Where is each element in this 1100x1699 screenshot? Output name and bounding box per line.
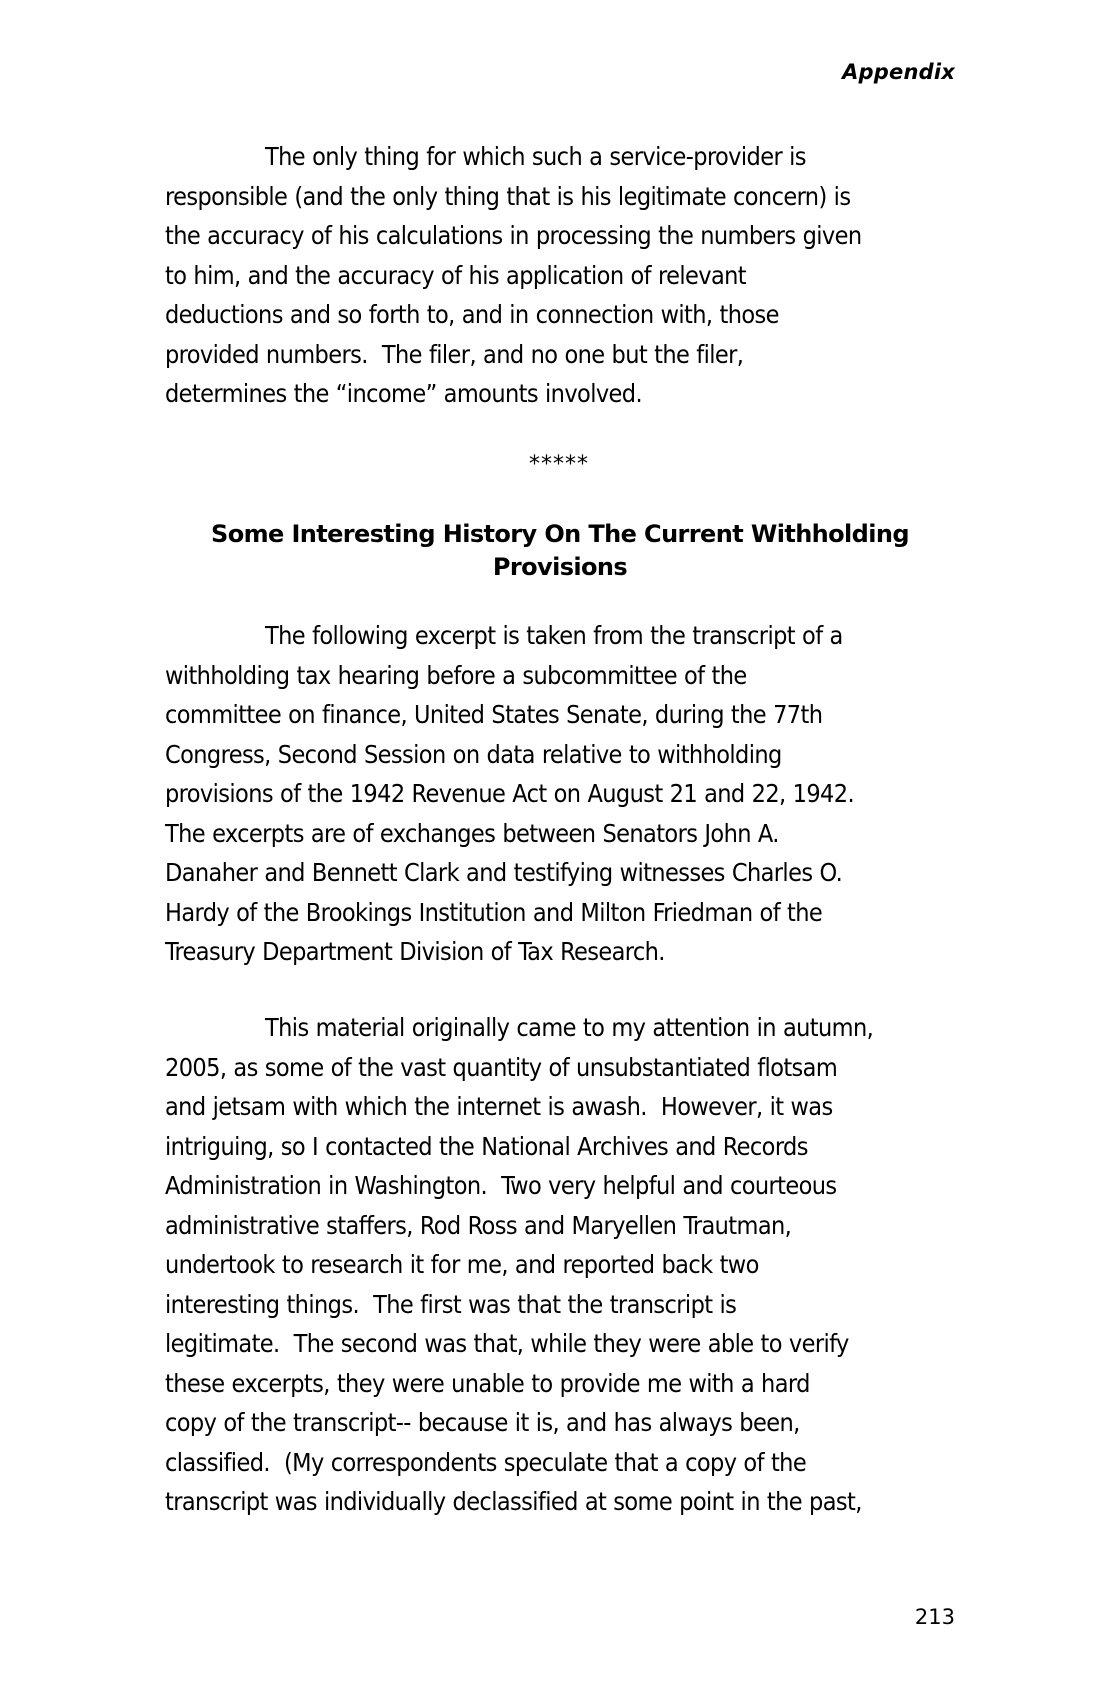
running-head: Appendix: [842, 60, 955, 84]
paragraph-line: Administration in Washington. Two very helpful and courteous: [165, 1171, 837, 1200]
paragraph-line: Hardy of the Brookings Institution and Milton Friedman of the: [165, 897, 823, 927]
section-heading: [165, 518, 955, 584]
paragraph-line: administrative staffers, Rod Ross and Maryellen Trautman,: [165, 1210, 792, 1240]
paragraph-line: and jetsam with which the internet is awash. However, it was: [165, 1092, 833, 1121]
paragraph-line: The excerpts are of exchanges between Senators John A.: [165, 818, 779, 848]
paragraph-line: undertook to research it for me, and reported back two: [165, 1250, 759, 1279]
paragraph-line: these excerpts, they were unable to provide me with a hard: [165, 1368, 810, 1398]
paragraph-line: interesting things. The first was that the transcript is: [165, 1289, 737, 1319]
paragraph-line: provided numbers. The filer, and no one but the filer,: [165, 339, 744, 369]
paragraph-line: classified. (My correspondents speculate that a copy of the: [165, 1447, 807, 1477]
paragraph-line: This material originally came to my attention in autumn,: [265, 1013, 874, 1042]
paragraph-service-provider: [165, 137, 965, 414]
paragraph-line: to him, and the accuracy of his application of relevant: [165, 260, 747, 290]
paragraph-line: determines the “income” amounts involved.: [165, 379, 643, 408]
paragraph-line: The only thing for which such a service-provider is: [265, 142, 806, 171]
paragraph-line: intriguing, so I contacted the National Archives and Records: [165, 1131, 808, 1161]
paragraph-line: provisions of the 1942 Revenue Act on August 21 and 22, 1942.: [165, 779, 855, 808]
paragraph-line: committee on finance, United States Senate, during the 77th: [165, 700, 823, 729]
heading-line: Some Interesting History On The Current Withholding: [211, 520, 909, 548]
paragraph-line: withholding tax hearing before a subcommittee of the: [165, 660, 747, 690]
paragraph-material-origin: [165, 1008, 965, 1522]
paragraph-excerpt-intro: [165, 616, 965, 972]
paragraph-line: the accuracy of his calculations in processing the numbers given: [165, 221, 862, 250]
paragraph-line: copy of the transcript-- because it is, and has always been,: [165, 1408, 800, 1437]
page-number: 213: [914, 1605, 955, 1629]
section-separator: *****: [529, 452, 589, 477]
paragraph-line: Treasury Department Division of Tax Research.: [165, 937, 665, 966]
paragraph-line: transcript was individually declassified at some point in the past,: [165, 1487, 862, 1516]
heading-line: Provisions: [492, 553, 628, 581]
paragraph-line: 2005, as some of the vast quantity of unsubstantiated flotsam: [165, 1052, 838, 1082]
paragraph-line: The following excerpt is taken from the transcript of a: [265, 621, 843, 650]
paragraph-line: Congress, Second Session on data relative to withholding: [165, 739, 782, 769]
paragraph-line: Danaher and Bennett Clark and testifying witnesses Charles O.: [165, 858, 843, 887]
paragraph-line: legitimate. The second was that, while they were able to verify: [165, 1329, 849, 1358]
paragraph-line: responsible (and the only thing that is his legitimate concern) is: [165, 181, 851, 211]
paragraph-line: deductions and so forth to, and in connection with, those: [165, 300, 779, 329]
